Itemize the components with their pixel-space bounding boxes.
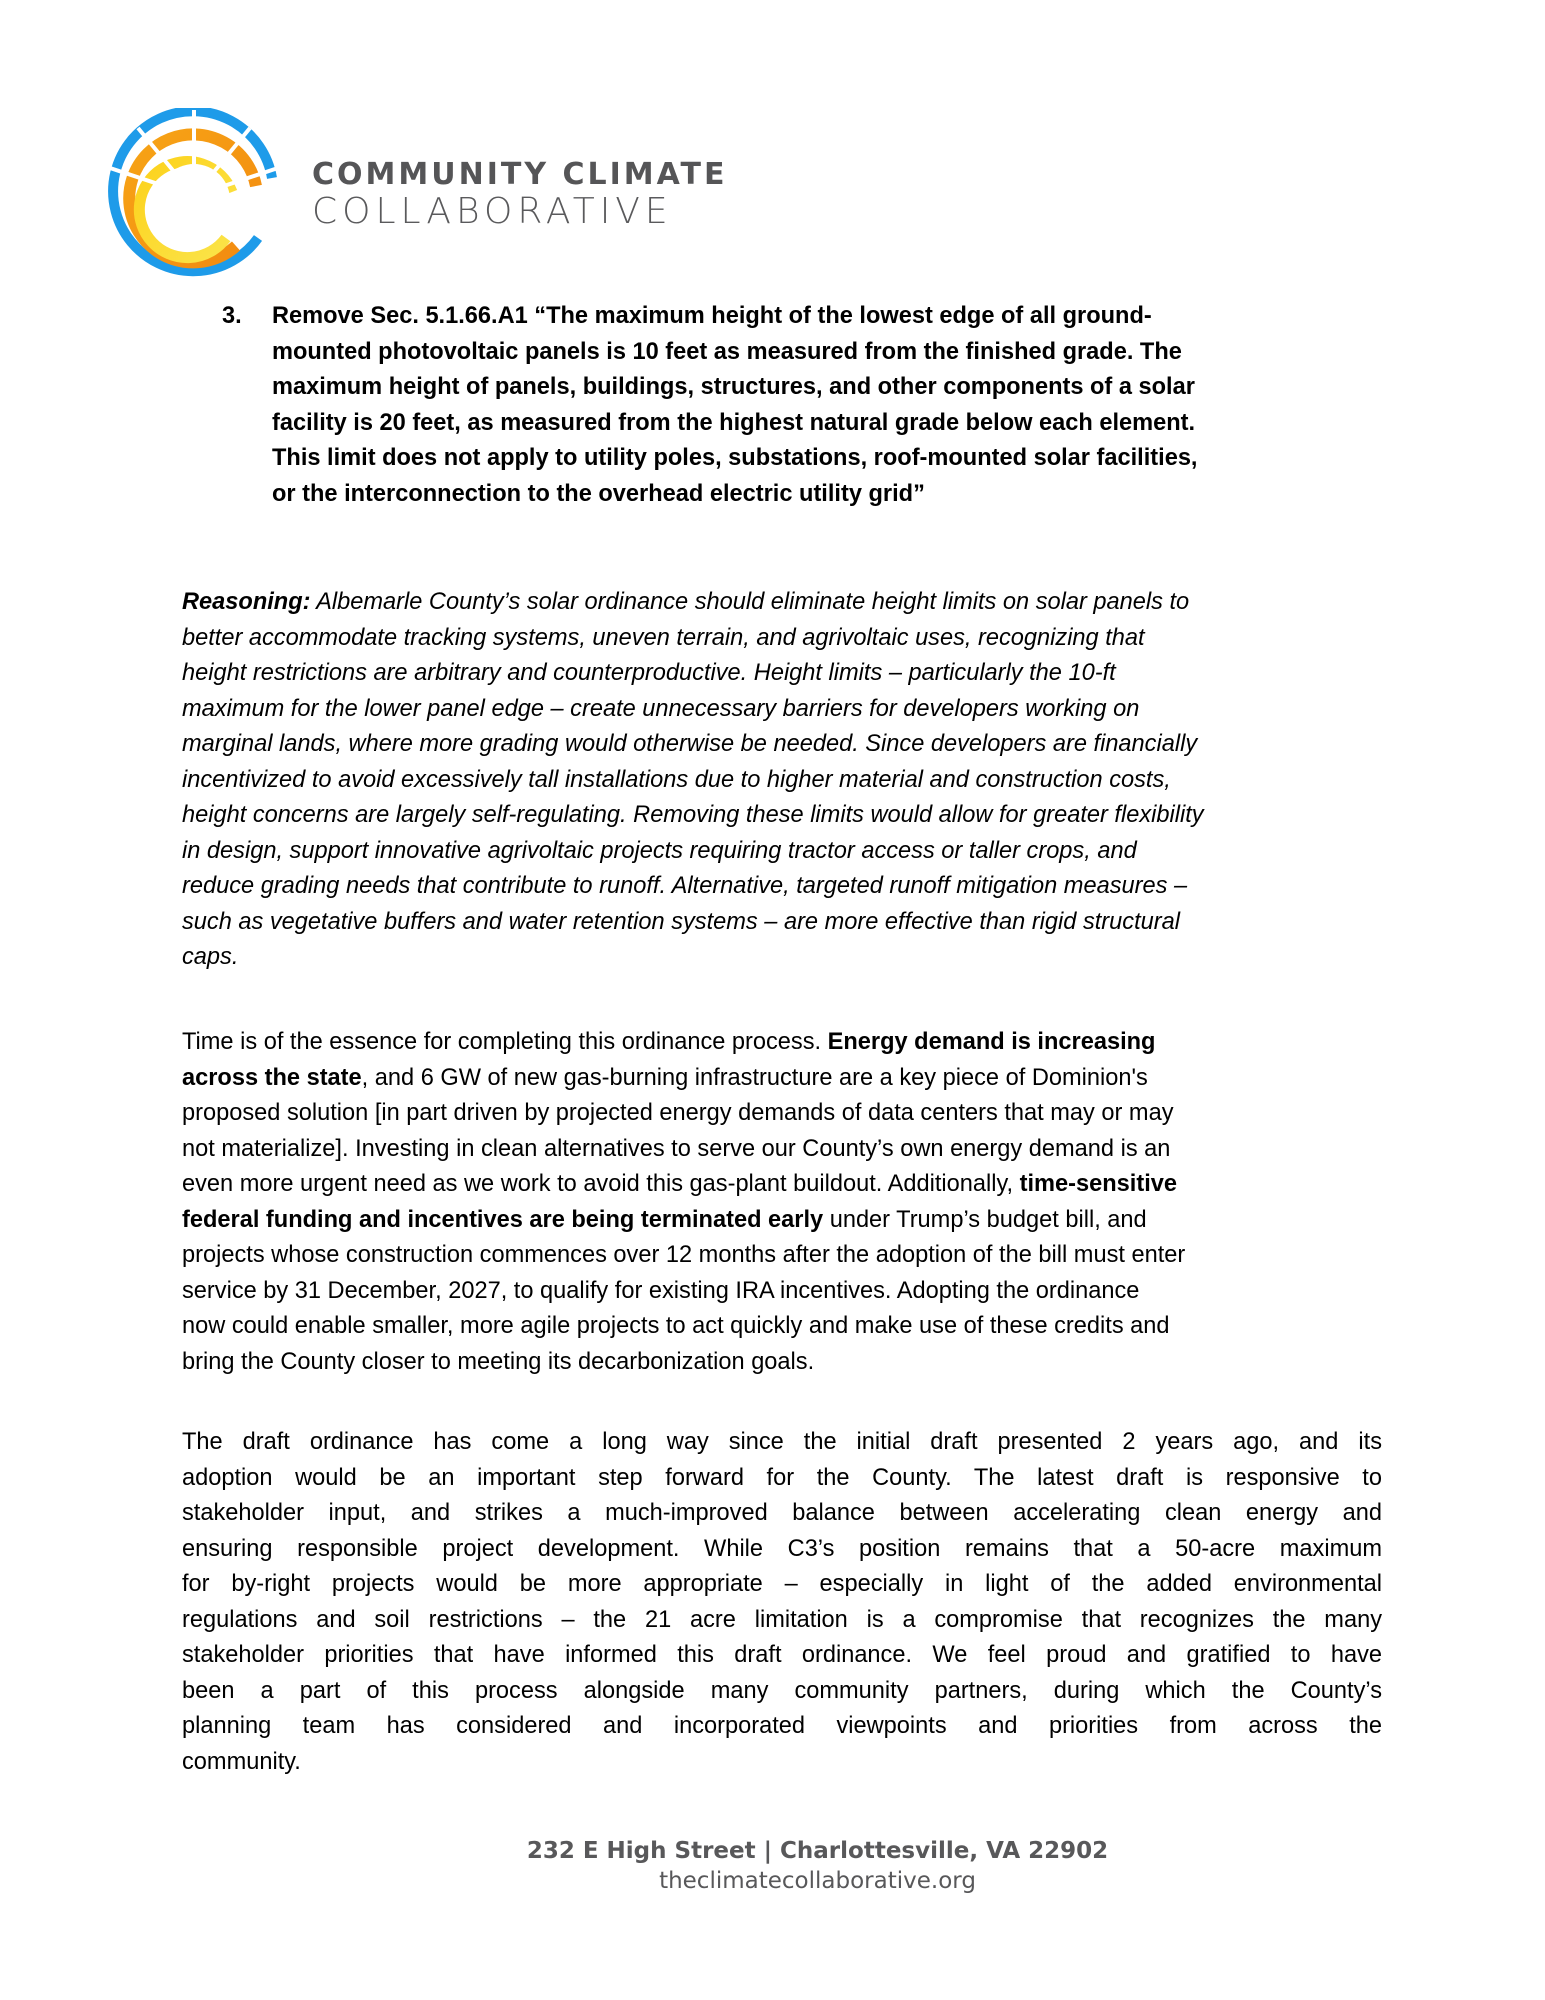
item-line: Remove Sec. 5.1.66.A1 “The maximum height of the lowest edge of all ground-: [272, 303, 1152, 329]
draft-ordinance-paragraph: [182, 1425, 1382, 1780]
item-line: or the interconnection to the overhead electric utility grid”: [272, 480, 925, 507]
text-line: stakeholder priorities that have informed this draft ordinance. We feel proud and gratified to have: [182, 1642, 1382, 1668]
sun-c-logo-icon: [108, 108, 280, 280]
footer-address: 232 E High Street | Charlottesville, VA 22902: [526, 1838, 1109, 1864]
emphasis-run: federal funding and incentives are being terminated early: [182, 1206, 824, 1233]
item-text: [272, 299, 1372, 512]
reasoning-line: such as vegetative buffers and water retention systems – are more effective than rigid structural: [182, 908, 1180, 935]
reasoning-line: better accommodate tracking systems, uneven terrain, and agrivoltaic uses, recognizing that: [182, 624, 1145, 651]
text-line: stakeholder input, and strikes a much-improved balance between accelerating clean energy and: [182, 1500, 1382, 1526]
text-line: now could enable smaller, more agile projects to act quickly and make use of these credits and: [182, 1313, 1170, 1339]
org-wordmark: [312, 158, 727, 232]
text-line: service by 31 December, 2027, to qualify for existing IRA incentives. Adopting the ordinance: [182, 1277, 1140, 1304]
item-line: maximum height of panels, buildings, structures, and other components of a solar: [272, 374, 1195, 400]
reasoning-line: height concerns are largely self-regulating. Removing these limits would allow for greater flexibility: [182, 802, 1204, 828]
text-line: adoption would be an important step forward for the County. The latest draft is responsive to: [182, 1464, 1382, 1491]
reasoning-line: marginal lands, where more grading would otherwise be needed. Since developers are financially: [182, 731, 1198, 757]
reasoning-line: reduce grading needs that contribute to runoff. Alternative, targeted runoff mitigation measures –: [182, 873, 1188, 899]
text-run: even more urgent need as we work to avoid this gas-plant buildout. Additionally,: [182, 1171, 1020, 1197]
item-line: This limit does not apply to utility poles, substations, roof-mounted solar facilities,: [272, 445, 1198, 471]
emphasis-run: across the state: [182, 1064, 362, 1091]
text-run: , and 6 GW of new gas-burning infrastructure are a key piece of Dominion's: [361, 1064, 1148, 1091]
text-line: projects whose construction commences over 12 months after the adoption of the bill must enter: [182, 1242, 1186, 1268]
reasoning-line: height restrictions are arbitrary and counterproductive. Height limits – particularly the 10-ft: [182, 660, 1116, 686]
text-line: planning team has considered and incorporated viewpoints and priorities from across the: [182, 1713, 1382, 1739]
text-line: bring the County closer to meeting its decarbonization goals.: [182, 1348, 815, 1375]
reasoning-line: caps.: [182, 944, 239, 970]
reasoning-line: incentivized to avoid excessively tall installations due to higher material and construction costs,: [182, 766, 1171, 793]
emphasis-run: time-sensitive: [1019, 1171, 1177, 1197]
reasoning-paragraph: [182, 585, 1382, 976]
item-line: facility is 20 feet, as measured from the highest natural grade below each element.: [272, 409, 1196, 436]
item-number: 3.: [222, 303, 242, 329]
org-name-line1: COMMUNITY CLIMATE: [312, 157, 728, 192]
reasoning-line: maximum for the lower panel edge – create unnecessary barriers for developers working on: [182, 695, 1140, 722]
text-line: regulations and soil restrictions – the 21 acre limitation is a compromise that recognizes the many: [182, 1606, 1382, 1633]
footer-website-link[interactable]: theclimatecollaborative.org: [659, 1868, 976, 1894]
reasoning-line: Albemarle County’s solar ordinance should eliminate height limits on solar panels to: [310, 589, 1190, 615]
text-line: for by-right projects would be more appropriate – especially in light of the added environmental: [182, 1571, 1382, 1597]
text-run: Time is of the essence for completing this ordinance process.: [182, 1029, 828, 1055]
reasoning-line: in design, support innovative agrivoltaic projects requiring tractor access or taller crops, and: [182, 837, 1137, 864]
text-line: proposed solution [in part driven by projected energy demands of data centers that may or may: [182, 1100, 1174, 1126]
text-line: The draft ordinance has come a long way since the initial draft presented 2 years ago, and its: [182, 1429, 1382, 1455]
emphasis-run: Energy demand is increasing: [827, 1029, 1156, 1055]
reasoning-label: Reasoning:: [182, 589, 311, 615]
urgency-paragraph: [182, 1025, 1382, 1380]
item-line: mounted photovoltaic panels is 10 feet as measured from the finished grade. The: [272, 338, 1182, 365]
text-line: not materialize]. Investing in clean alternatives to serve our County’s own energy demand is an: [182, 1135, 1171, 1162]
text-line: ensuring responsible project development. While C3’s position remains that a 50-acre maximum: [182, 1535, 1382, 1562]
text-line: been a part of this process alongside many community partners, during which the County’s: [182, 1677, 1382, 1704]
text-run: under Trump’s budget bill, and: [823, 1206, 1147, 1233]
text-line: community.: [182, 1748, 301, 1775]
org-name-line2: COLLABORATIVE: [312, 191, 673, 232]
